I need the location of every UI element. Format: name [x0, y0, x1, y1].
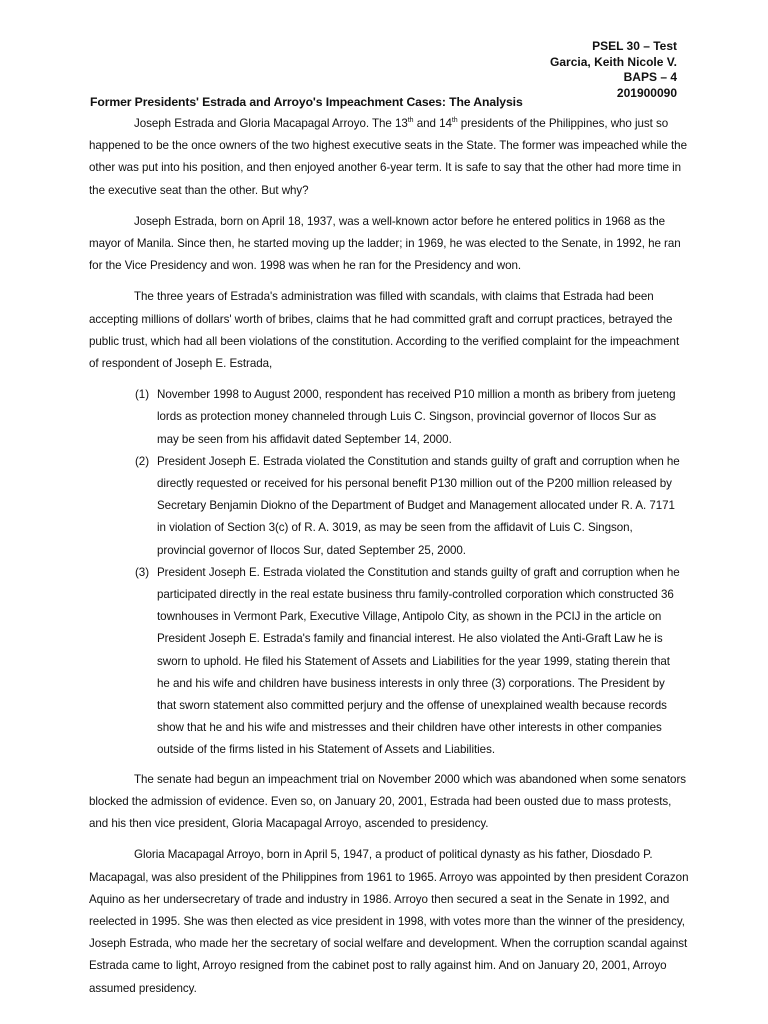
list-item	[89, 384, 689, 451]
list-item	[89, 562, 689, 762]
paragraph-arroyo-bio: Gloria Macapagal Arroyo, born in April 5, 1947, a product of political dynasty as his father, Diosdado P. Macapagal, was also president of the Philippines from 1961 to 1965. Arroyo was appointed by then president Corazon Aquino as her undersecretary of trade and industry in 1986. Arroyo then secured a seat in the Senate in 1992, and reelected in 1995. She was then elected as vice president in 1998, with votes more than the winner of the presidency, Joseph Estrada, who made her the secretary of social welfare and development. When the corruption scandal against Estrada came to light, Arroyo resigned from the cabinet post to rally against him. And on January 20, 2001, Arroyo assumed presidency.	[89, 848, 689, 995]
paragraph-senate-trial: The senate had begun an impeachment trial on November 2000 which was abandoned when some senators blocked the admission of evidence. Even so, on January 20, 2001, Estrada had been ousted due to mass protests, and his then vice president, Gloria Macapagal Arroyo, ascended to presidency.	[89, 772, 687, 831]
list-text: President Joseph E. Estrada violated the Constitution and stands guilty of graft and corruption when he participated directly in the real estate business thru family-controlled corporation which constructed 36 townhouses in Vermont Park, Executive Village, Antipolo City, as shown in the PCIJ in the article on President Joseph E. Estrada's family and financial interest. He also violated the Anti-Graft Law he is sworn to uphold. He filed his Statement of Assets and Liabilities for the year 1999, stating therein that he and his wife and children have business interests in only three (3) corporations. The President by that sworn statement also committed perjury and the offense of unexplained wealth because records show that he and his wife and mistresses and their children have other interests in other companies outside of the firms listed in his Statement of Assets and Liabilities.	[157, 565, 680, 757]
intro-text-2: and 14	[413, 117, 452, 130]
author-name: Garcia, Keith Nicole V.	[550, 54, 677, 69]
intro-paragraph	[89, 113, 689, 202]
course-code: PSEL 30 – Test	[592, 39, 677, 53]
ordinal-suffix: th	[451, 117, 458, 125]
list-number: (1)	[135, 388, 150, 402]
list-text: President Joseph E. Estrada violated the Constitution and stands guilty of graft and corruption when he directly requested or received for his personal benefit P130 million out of the P200 million released by Secretary Benjamin Diokno of the Department of Budget and Management allocated under R. A. 7171 in violation of Section 3(c) of R. A. 3019, as may be seen from the affidavit of Luis C. Singson, provincial governor of Ilocos Sur, dated September 25, 2000.	[157, 454, 680, 557]
document-body	[89, 113, 689, 1009]
section: BAPS – 4	[623, 70, 677, 84]
intro-text-1: Joseph Estrada and Gloria Macapagal Arroyo. The 13	[134, 117, 408, 130]
intro-text-3: presidents of the Philippines, who just so happened to be the once owners of the two highest executive seats in the State. The former was impeached while the other was put into his position, and then enjoyed another 6-year term. It is safe to say that the other had more time in the executive seat than the other. But why?	[89, 117, 687, 197]
list-item	[89, 451, 689, 562]
student-id: 201900090	[616, 85, 677, 100]
list-text: November 1998 to August 2000, respondent has received P10 million a month as bribery from jueteng lords as protection money channeled through Luis C. Singson, provincial governor of Ilocos Sur as may be seen from his affidavit dated September 14, 2000.	[157, 388, 676, 446]
paragraph-estrada-scandals: The three years of Estrada's administration was filled with scandals, with claims that Estrada had been accepting millions of dollars' worth of bribes, claims that he had committed graft and corrupt practices, betrayed the public trust, which had all been violations of the constitution. According to the verified complaint for the impeachment of respondent of Joseph E. Estrada,	[89, 290, 680, 371]
list-number: (2)	[135, 454, 150, 468]
document-title: Former Presidents' Estrada and Arroyo's Impeachment Cases: The Analysis	[90, 95, 523, 109]
ordinal-suffix: th	[407, 117, 414, 125]
list-number: (3)	[135, 565, 150, 579]
document-header	[550, 39, 677, 101]
impeachment-charges-list	[89, 384, 689, 761]
paragraph-estrada-bio: Joseph Estrada, born on April 18, 1937, was a well-known actor before he entered politics in 1968 as the mayor of Manila. Since then, he started moving up the ladder; in 1969, he was elected to the Senate, in 1992, he ran for the Vice Presidency and won. 1998 was when he ran for the Presidency and won.	[89, 214, 681, 273]
